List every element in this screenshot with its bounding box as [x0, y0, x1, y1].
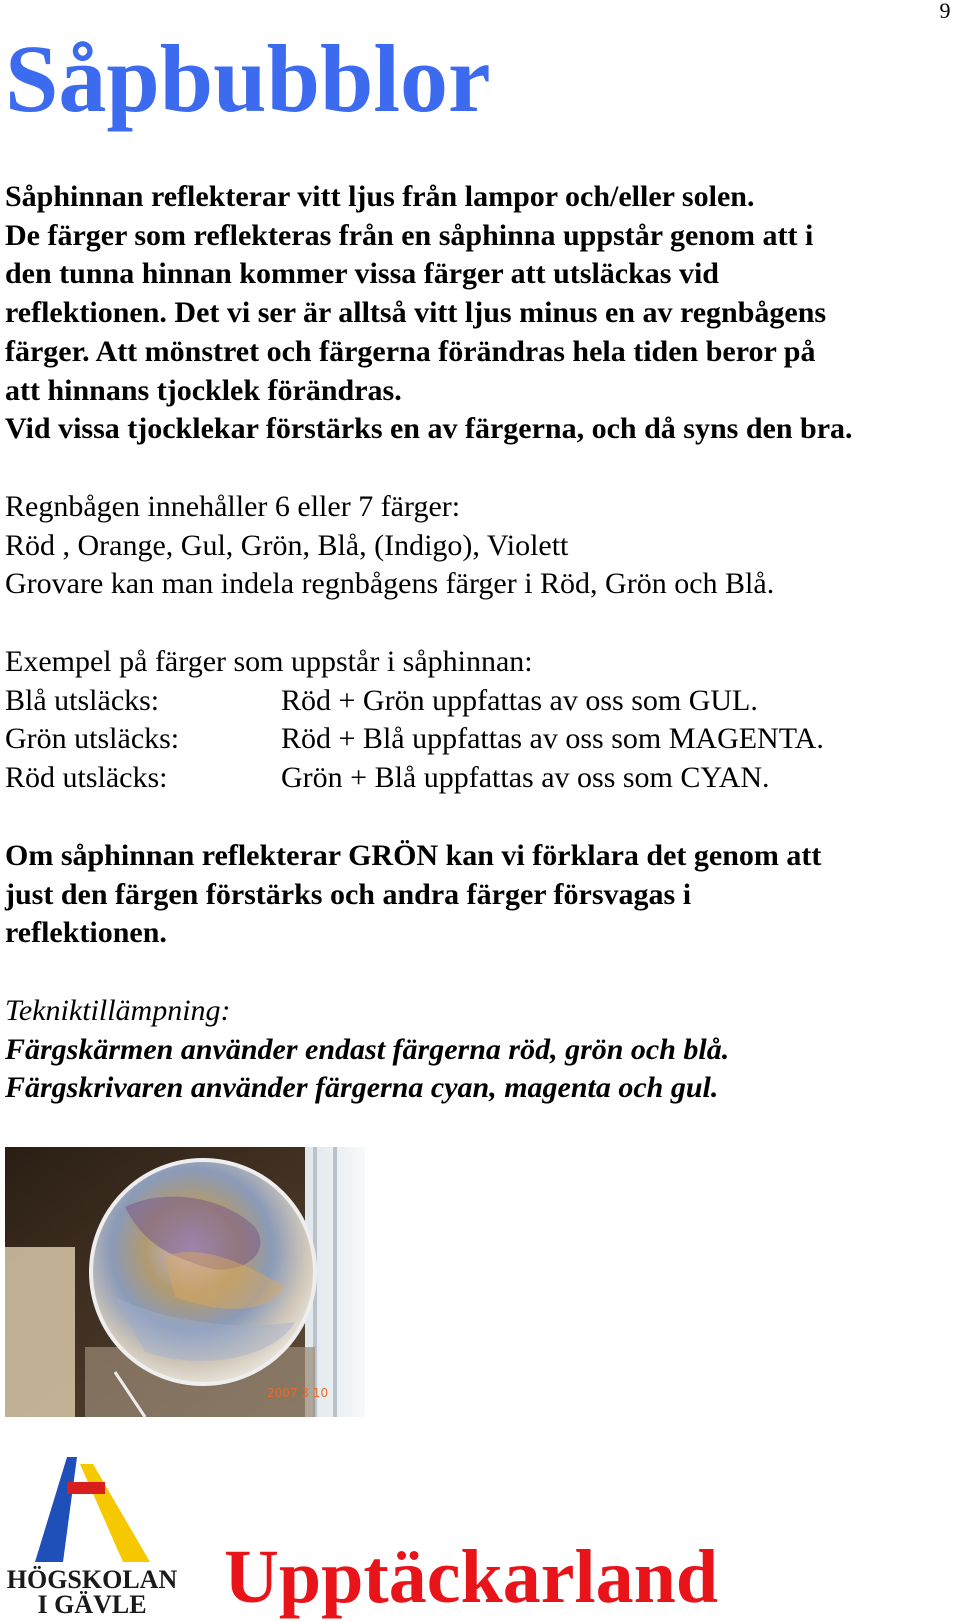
green-line: Om såphinnan reflekterar GRÖN kan vi förklara det genom att: [5, 839, 822, 872]
examples-heading: Exempel på färger som uppstår i såphinnan:: [5, 645, 533, 678]
intro-line: Såphinnan reflekterar vitt ljus från lampor och/eller solen.: [5, 180, 755, 213]
example-result: Röd + Blå uppfattas av oss som MAGENTA.: [281, 722, 824, 756]
example-label: Blå utsläcks:: [5, 683, 160, 717]
rainbow-line: Grovare kan man indela regnbågens färger i Röd, Grön och Blå.: [5, 567, 775, 601]
green-line: reflektionen.: [5, 916, 167, 950]
example-result: Röd + Grön uppfattas av oss som GUL.: [281, 683, 758, 717]
example-row: [5, 682, 955, 721]
green-line: just den färgen förstärks och andra färger försvagas i: [5, 877, 692, 911]
intro-line: den tunna hinnan kommer vissa färger att utsläckas vid: [5, 257, 719, 291]
rainbow-line: Regnbågen innehåller 6 eller 7 färger:: [5, 490, 461, 523]
technology-line: Färgskrivaren använder färgerna cyan, magenta och gul.: [5, 1071, 719, 1105]
logo-line-2: I GÄVLE: [37, 1590, 147, 1617]
hogskolan-logo: [5, 1452, 180, 1617]
soap-film-photo: [5, 1147, 365, 1417]
green-explanation-paragraph: [5, 837, 955, 953]
page-number: 9: [939, 0, 951, 23]
technology-line: Färgskärmen använder endast färgerna röd, grön och blå.: [5, 1032, 730, 1066]
footer-title: Upptäckarland: [224, 1535, 719, 1619]
example-label: Grön utsläcks:: [5, 722, 180, 756]
intro-line: reflektionen. Det vi ser är alltså vitt ljus minus en av regnbågens: [5, 296, 827, 330]
logo-line-1: HÖGSKOLAN: [6, 1565, 178, 1594]
photo-date-stamp: 2007 3 10: [267, 1386, 329, 1400]
example-result: Grön + Blå uppfattas av oss som CYAN.: [281, 761, 770, 795]
rainbow-line: Röd , Orange, Gul, Grön, Blå, (Indigo), Violett: [5, 528, 569, 562]
technology-paragraph: [5, 992, 955, 1108]
intro-line: att hinnans tjocklek förändras.: [5, 373, 402, 407]
intro-line: Vid vissa tjocklekar förstärks en av färgerna, och då syns den bra.: [5, 412, 853, 446]
example-row: [5, 759, 955, 798]
rainbow-paragraph: [5, 488, 955, 604]
intro-paragraph: [5, 178, 955, 449]
examples-section: [5, 643, 955, 798]
university-logo-icon: [5, 1452, 180, 1617]
page-title: Såpbubblor: [5, 25, 491, 132]
intro-line: De färger som reflekteras från en såphinna uppstår genom att i: [5, 218, 814, 252]
example-label: Röd utsläcks:: [5, 761, 168, 795]
soap-film-illustration: [5, 1147, 365, 1417]
technology-heading: Tekniktillämpning:: [5, 994, 231, 1027]
example-row: [5, 720, 955, 759]
intro-line: färger. Att mönstret och färgerna förändras hela tiden beror på: [5, 334, 816, 368]
